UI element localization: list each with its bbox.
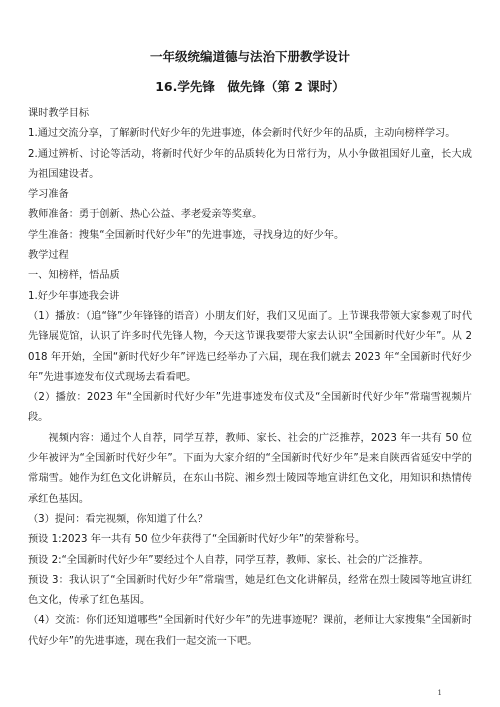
document-title: 一年级统编道德与法治下册教学设计 bbox=[149, 49, 350, 64]
step-exchange: （4）交流：你们还知道哪些“全国新时代好少年”的先进事迹呢？课前，老师让大家搜集“全国新时代好少年”的先进事迹，现在我们一起交流一下吧。 bbox=[28, 615, 472, 647]
expected-answer-2: 预设 2:“全国新时代好少年”要经过个人自荐，同学互荐，教师、家长、社会的广泛推荐。 bbox=[28, 554, 429, 566]
subsection-heading: 1.好少年事迹我会讲 bbox=[28, 290, 120, 302]
heading-preparation: 学习准备 bbox=[28, 189, 69, 201]
heading-process: 教学过程 bbox=[28, 250, 69, 262]
lesson-subtitle: 16.学先锋 做先锋（第 2 课时） bbox=[155, 79, 345, 94]
student-preparation: 学生准备：搜集“全国新时代好少年”的先进事迹，寻找身边的好少年。 bbox=[28, 229, 345, 241]
step-play-audio: （1）播放：（追“锋”少年锋锋的语音）小朋友们好，我们又见面了。上节课我带领大家参观了时代先锋展览馆，认识了许多时代先锋人物，今天这节课我要带大家去认识“全国新时代好少年”。从 2018 年开始，全国“新时代好少年”评选已经举办了六届，现在我们就去 2023 年“全国新时代好少年”先进事迹发布仪式现场去看看吧。 bbox=[28, 310, 472, 383]
objective-2: 2.通过辨析、讨论等活动，将新时代好少年的品质转化为日常行为，从小争做祖国好儿童，长大成为祖国建设者。 bbox=[28, 148, 472, 180]
document-body bbox=[28, 48, 472, 652]
step-question: （3）提问：看完视频，你知道了什么？ bbox=[28, 513, 208, 525]
expected-answer-1: 预设 1:2023 年一共有 50 位少年获得了“全国新时代好少年”的荣誉称号。 bbox=[28, 534, 366, 546]
page-number: 1 bbox=[437, 689, 442, 697]
teacher-preparation: 教师准备：勇于创新、热心公益、孝老爱亲等奖章。 bbox=[28, 209, 263, 221]
objective-1: 1.通过交流分享，了解新时代好少年的先进事迹，体会新时代好少年的品质，主动向榜样学习。 bbox=[28, 128, 456, 140]
expected-answer-3: 预设 3：我认识了“全国新时代好少年”常瑞雪，她是红色文化讲解员，经常在烈士陵园等地宣讲红色文化，传承了红色基因。 bbox=[28, 574, 472, 607]
heading-objectives: 课时教学目标 bbox=[28, 108, 90, 119]
video-content: 视频内容：通过个人自荐，同学互荐，教师、家长、社会的广泛推荐，2023 年一共有 50 位少年被评为“全国新时代好少年”。下面为大家介绍的“全国新时代好少年”是来自陕西省延安中学的常瑞雪。她作为红色文化讲解员，在东山书院、湘乡烈士陵园等地宣讲红色文化，用知识和热情传承红色基因。 bbox=[28, 432, 472, 505]
section-one-heading: 一、知榜样，悟品质 bbox=[28, 270, 120, 282]
step-play-video: （2）播放：2023 年“全国新时代好少年”先进事迹发布仪式及“全国新时代好少年”常瑞雪视频片段。 bbox=[28, 392, 472, 424]
